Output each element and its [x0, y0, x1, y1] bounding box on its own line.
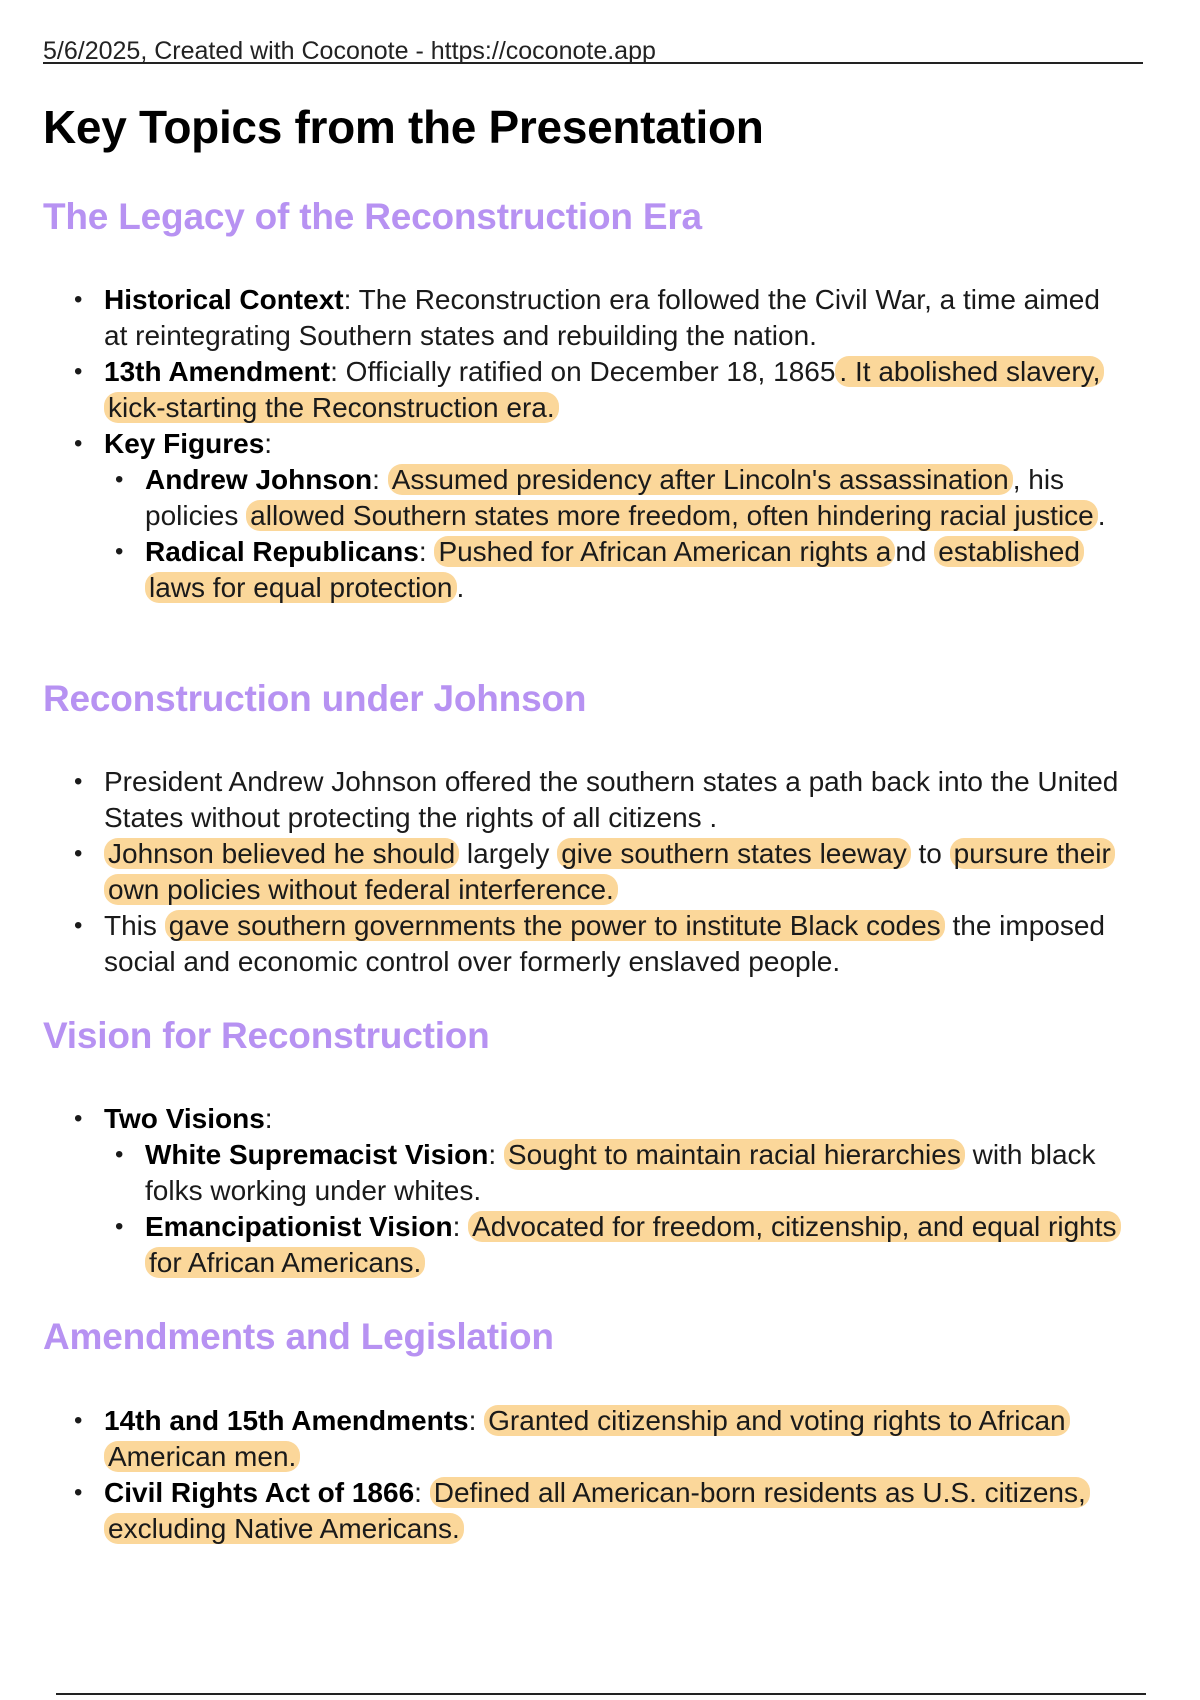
item-label: 13th Amendment — [104, 356, 331, 387]
item-text: This — [104, 910, 165, 941]
sub-list-item — [0, 534, 1130, 606]
item-label: Radical Republicans — [145, 536, 419, 567]
section-heading-legacy: The Legacy of the Reconstruction Era — [43, 196, 702, 237]
section-heading-johnson: Reconstruction under Johnson — [43, 678, 587, 719]
item-text: largely — [459, 838, 558, 869]
item-text: the imposed social and economic control over formerly enslaved people. — [104, 910, 1106, 977]
section-vision-list — [0, 1101, 1130, 1281]
item-text: with black folks working under whites. — [145, 1139, 1096, 1206]
section-heading-vision: Vision for Reconstruction — [43, 1015, 490, 1056]
highlighted-text: . It abolished slavery, kick-starting the Reconstruction era. — [104, 356, 1104, 423]
section-heading-amendments: Amendments and Legislation — [43, 1316, 554, 1357]
item-text: : The Reconstruction era followed the Civil War, a time aimed at reintegrating Southern states and rebuilding the nation. — [104, 284, 1100, 351]
item-text: nd — [895, 536, 935, 567]
list-item — [0, 836, 1130, 908]
item-text: : — [264, 428, 273, 459]
item-label: 14th and 15th Amendments — [104, 1405, 469, 1436]
list-item — [0, 282, 1130, 354]
item-text: : — [264, 1103, 273, 1134]
item-label: White Supremacist Vision — [145, 1139, 489, 1170]
item-text: : — [488, 1139, 504, 1170]
item-text: President Andrew Johnson offered the southern states a path back into the United States without protecting the rights of all citizens . — [104, 766, 1119, 833]
highlighted-text: Assumed presidency after Lincoln's assassination — [388, 464, 1013, 495]
document-title: Key Topics from the Presentation — [43, 101, 764, 153]
highlighted-text: Advocated for freedom, citizenship, and equal rights for African Americans. — [145, 1211, 1121, 1278]
sub-list-item — [0, 462, 1130, 534]
section-amendments-list — [0, 1403, 1130, 1547]
list-item — [0, 1101, 1130, 1137]
item-text: to — [910, 838, 950, 869]
item-text: . — [1097, 500, 1106, 531]
item-text: : Officially ratified on December 18, 1865 — [330, 356, 836, 387]
item-label: Historical Context — [104, 284, 344, 315]
item-text: : — [418, 536, 435, 567]
item-label: Andrew Johnson — [145, 464, 373, 495]
section-legacy-list — [0, 282, 1130, 606]
item-text: : — [414, 1477, 430, 1508]
item-label: Key Figures — [104, 428, 265, 459]
highlighted-text: pursure their own policies without federal interference. — [104, 838, 1115, 905]
item-text: : — [468, 1405, 485, 1436]
item-text: , his policies — [145, 464, 1065, 531]
header-text: 5/6/2025, Created with Coconote - https://coconote.app — [43, 37, 656, 65]
highlighted-text: established laws for equal protection — [145, 536, 1084, 603]
list-item — [0, 764, 1130, 836]
item-text: . — [456, 572, 465, 603]
item-label: Two Visions — [104, 1103, 265, 1134]
item-text: : — [452, 1211, 469, 1242]
list-item — [0, 908, 1130, 980]
item-label: Civil Rights Act of 1866 — [104, 1477, 415, 1508]
sub-list-item — [0, 1137, 1130, 1209]
highlighted-text: Pushed for African American rights a — [434, 536, 895, 567]
item-text: : — [372, 464, 388, 495]
highlighted-text: Defined all American-born residents as U.S. citizens, excluding Native Americans. — [104, 1477, 1090, 1544]
section-johnson-list — [0, 764, 1130, 980]
list-item — [0, 1403, 1130, 1475]
list-item — [0, 426, 1130, 462]
sub-list-item — [0, 1209, 1130, 1281]
highlighted-text: gave southern governments the power to institute Black codes — [165, 910, 945, 941]
item-label: Emancipationist Vision — [145, 1211, 453, 1242]
footer-rule — [56, 1693, 1146, 1695]
highlighted-text: allowed Southern states more freedom, often hindering racial justice — [246, 500, 1098, 531]
page-header — [43, 32, 1143, 64]
highlighted-text: Sought to maintain racial hierarchies — [504, 1139, 965, 1170]
highlighted-text: give southern states leeway — [557, 838, 911, 869]
highlighted-text: Johnson believed he should — [104, 838, 459, 869]
list-item — [0, 354, 1130, 426]
highlighted-text: Granted citizenship and voting rights to African American men. — [104, 1405, 1070, 1472]
list-item — [0, 1475, 1130, 1547]
